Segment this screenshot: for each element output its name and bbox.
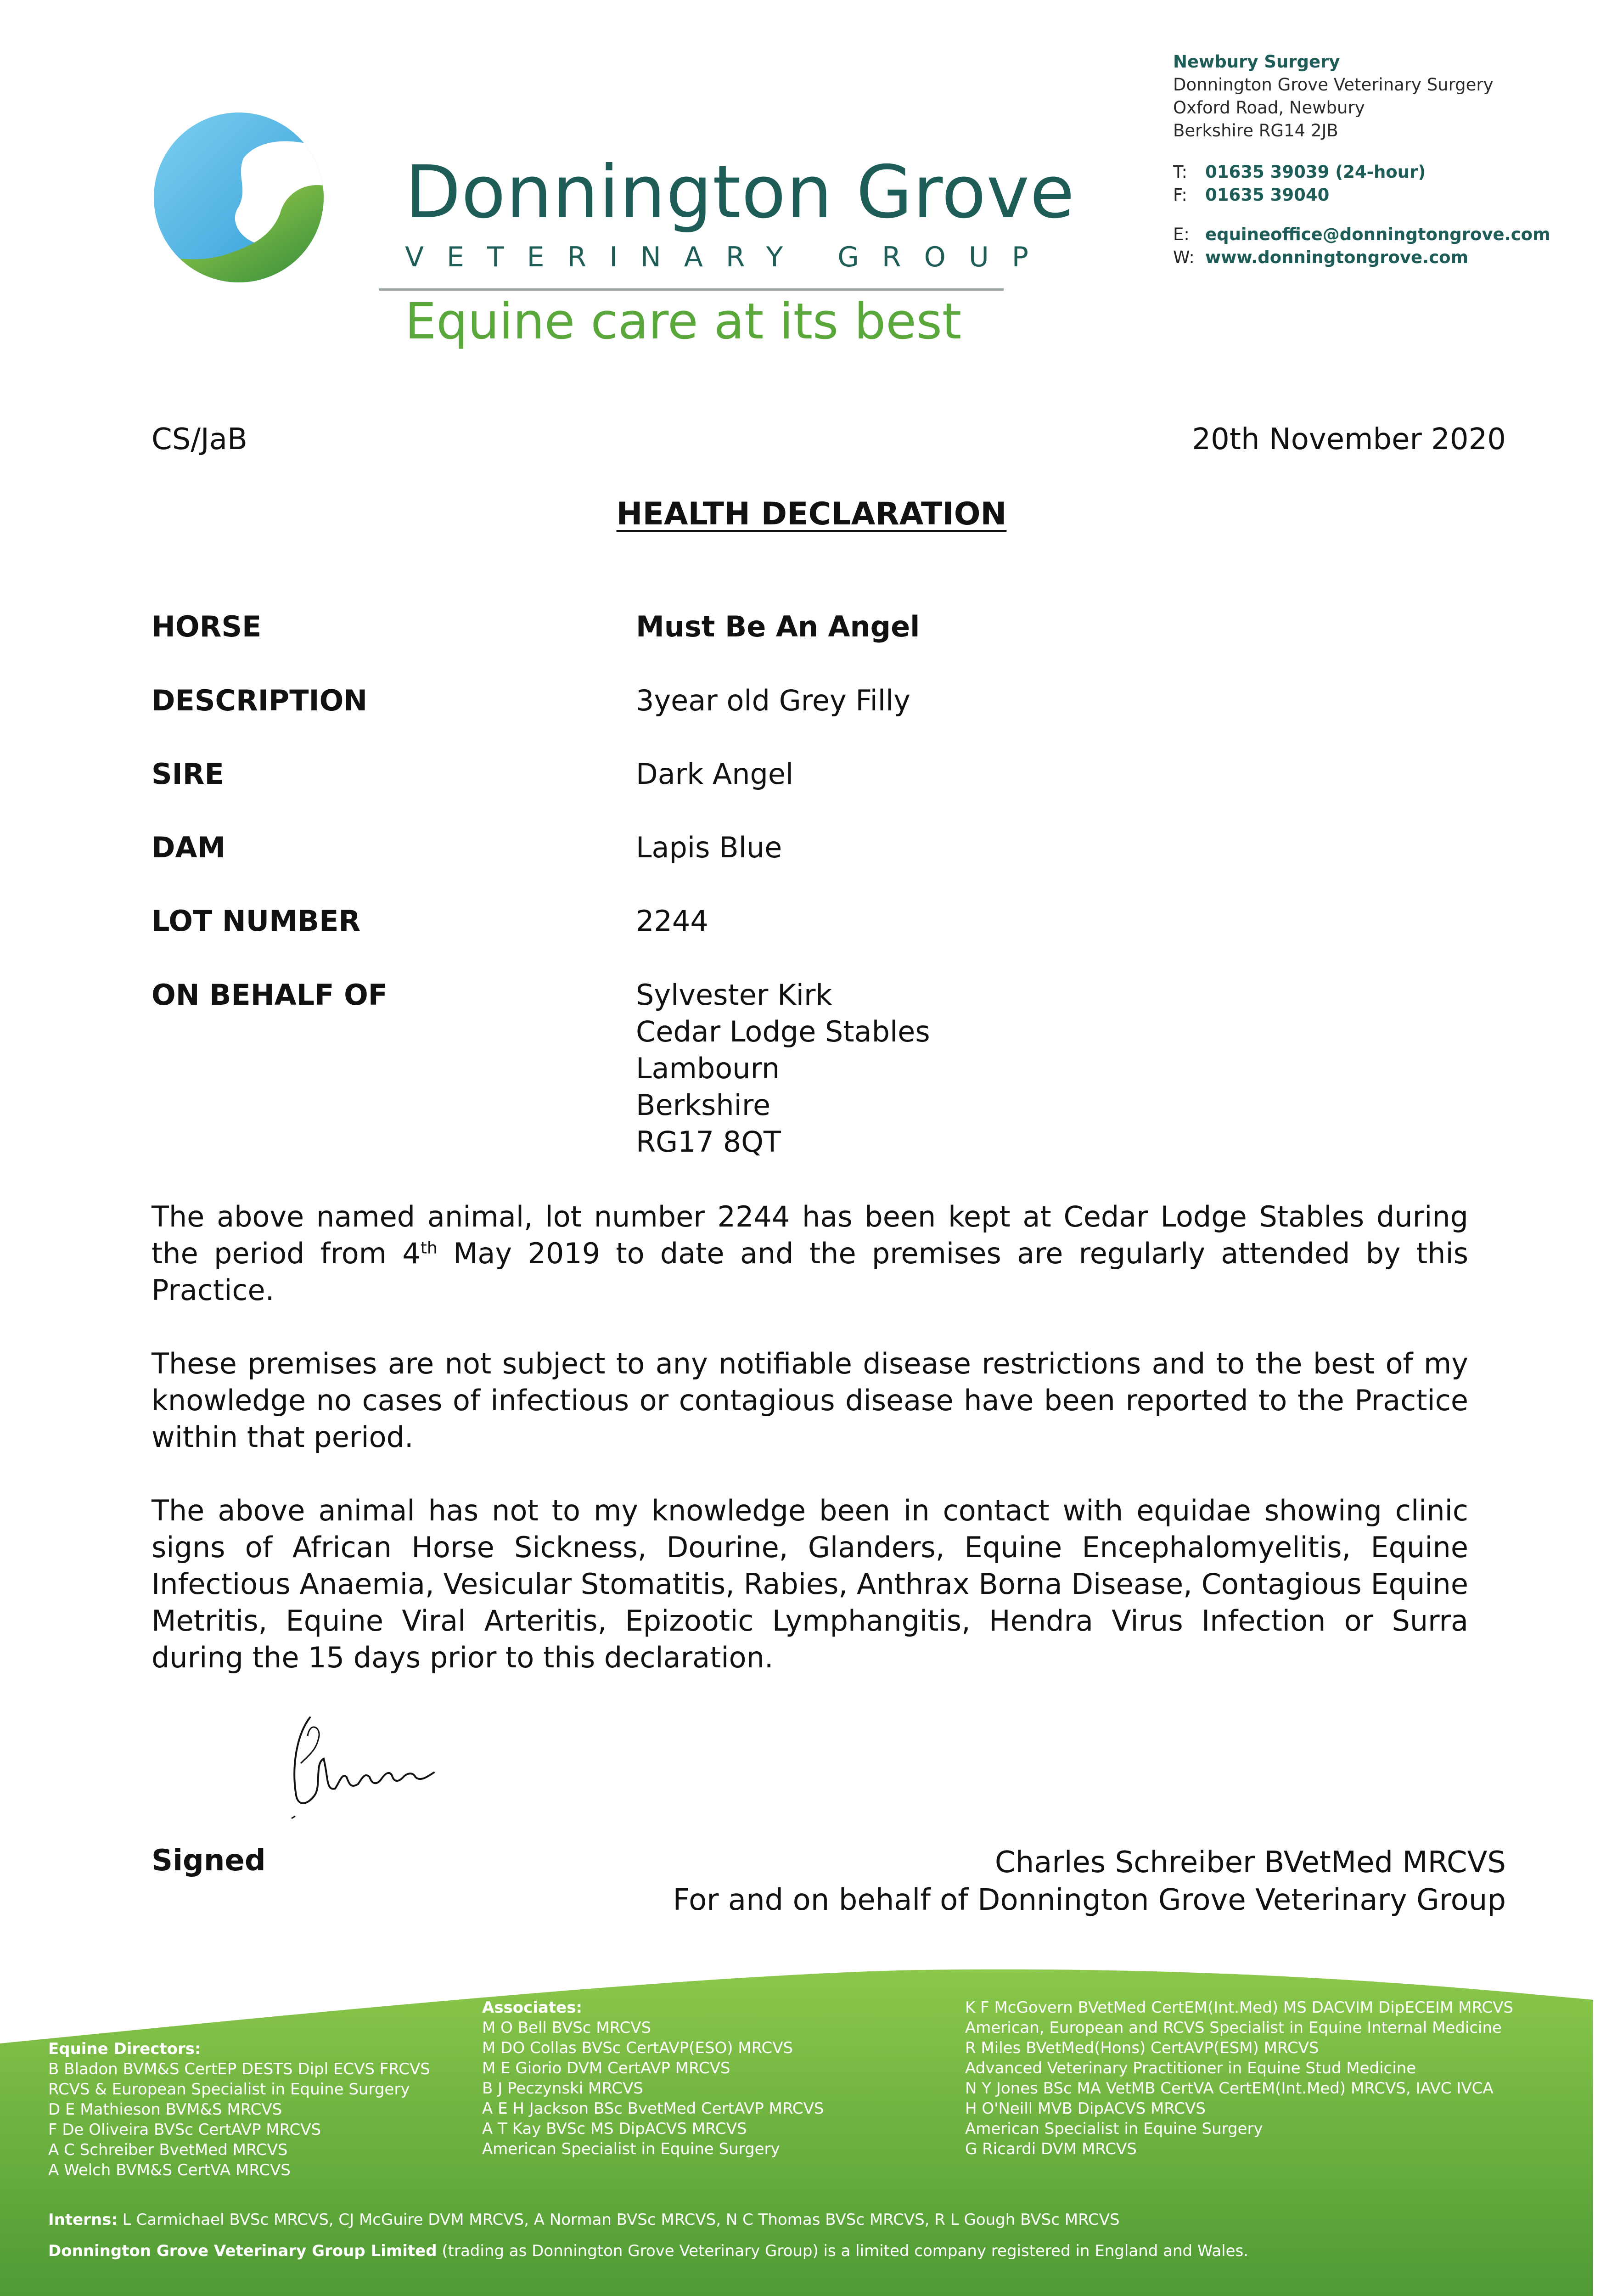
on-behalf-of-address — [636, 977, 930, 1160]
interns-line — [48, 2210, 1120, 2230]
handwritten-signature — [282, 1708, 448, 1828]
donnington-grove-logo-icon — [152, 108, 326, 287]
associate-line: A T Kay BVSc MS DipACVS MRCVS — [482, 2120, 747, 2138]
paragraph-disease-restrictions: These premises are not subject to any notifiable disease restrictions and to the best of my knowledge no cases of infectious or contagious disease have been reported to the Practice within that period. — [152, 1347, 1468, 1454]
owner-line: Berkshire — [636, 1088, 771, 1122]
description-label: DESCRIPTION — [152, 684, 368, 717]
company-registration-line — [48, 2241, 1248, 2261]
letter-date: 20th November 2020 — [1192, 422, 1506, 456]
brand-tagline: Equine care at its best — [405, 293, 962, 350]
associate-line: American, European and RCVS Specialist in Equine Internal Medicine — [965, 2019, 1502, 2037]
dam-label: DAM — [152, 831, 226, 864]
associate-line: M O Bell BVSc MRCVS — [482, 2019, 651, 2037]
owner-line: RG17 8QT — [636, 1125, 781, 1159]
director-line: B Bladon BVM&S CertEP DESTS Dipl ECVS FRCVS — [48, 2060, 430, 2078]
fax-value: 01635 39040 — [1205, 185, 1330, 205]
surgery-name: Newbury Surgery — [1173, 52, 1340, 72]
associate-line: R Miles BVetMed(Hons) CertAVP(ESM) MRCVS — [965, 2039, 1319, 2057]
lot-number-label: LOT NUMBER — [152, 904, 361, 938]
fax-label: F: — [1173, 185, 1187, 205]
brand-subtitle: VETERINARY GROUP — [405, 241, 1051, 273]
sire-value: Dark Angel — [636, 757, 794, 791]
signer-name: Charles Schreiber BVetMed MRCVS — [994, 1846, 1506, 1880]
lot-number-value: 2244 — [636, 904, 708, 938]
brand-divider — [379, 288, 1004, 291]
associate-line: American Specialist in Equine Surgery — [482, 2140, 780, 2158]
associate-line: G Ricardi DVM MRCVS — [965, 2140, 1137, 2158]
associate-line: M DO Collas BVSc CertAVP(ESO) MRCVS — [482, 2039, 793, 2057]
company-name: Donnington Grove Veterinary Group Limited — [48, 2242, 437, 2260]
dam-value: Lapis Blue — [636, 831, 782, 864]
letter-reference: CS/JaB — [152, 422, 247, 456]
owner-line: Lambourn — [636, 1052, 780, 1085]
associate-line: M E Giorio DVM CertAVP MRCVS — [482, 2059, 730, 2077]
interns-names: L Carmichael BVSc MRCVS, CJ McGuire DVM MRCVS, A Norman BVSc MRCVS, N C Thomas BVSc MRCVS, R L Gough BVSc MRCVS — [122, 2211, 1120, 2229]
associate-line: H O'Neill MVB DipACVS MRCVS — [965, 2099, 1206, 2118]
interns-label: Interns: — [48, 2211, 118, 2229]
paragraph-premises: The above named animal, lot number 2244 has been kept at Cedar Lodge Stables during the period from 4th May 2019 to date and the premises are regularly attended by this Practice. — [152, 1200, 1469, 1307]
associate-line: American Specialist in Equine Surgery — [965, 2120, 1263, 2138]
director-line: A Welch BVM&S CertVA MRCVS — [48, 2161, 291, 2179]
ordinal-suffix: th — [420, 1238, 438, 1258]
directors-heading: Equine Directors: — [48, 2040, 201, 2058]
address-line: Berkshire RG14 2JB — [1173, 121, 1338, 141]
associates-list-2 — [965, 1998, 1513, 2159]
owner-line: Cedar Lodge Stables — [636, 1015, 930, 1048]
associate-line: B J Peczynski MRCVS — [482, 2079, 643, 2098]
sire-label: SIRE — [152, 757, 224, 791]
director-line: F De Oliveira BVSc CertAVP MRCVS — [48, 2121, 321, 2139]
brand-name: Donnington Grove — [405, 150, 1075, 235]
signed-label: Signed — [152, 1844, 266, 1878]
address-line: Donnington Grove Veterinary Surgery — [1173, 75, 1494, 95]
associate-line: K F McGovern BVetMed CertEM(Int.Med) MS DACVIM DipECEIM MRCVS — [965, 1998, 1513, 2017]
director-line: D E Mathieson BVM&S MRCVS — [48, 2100, 282, 2119]
associates-list — [482, 1998, 824, 2159]
document-title — [0, 496, 1623, 532]
email-label: E: — [1173, 225, 1190, 244]
equine-directors-list — [48, 2039, 430, 2180]
document-title-text: HEALTH DECLARATION — [616, 496, 1007, 532]
web-label: W: — [1173, 248, 1195, 267]
description-value: 3year old Grey Filly — [636, 684, 910, 717]
email-link[interactable]: equineoffice@donningtongrove.com — [1205, 225, 1550, 244]
horse-value: Must Be An Angel — [636, 610, 920, 643]
horse-label: HORSE — [152, 610, 262, 643]
signer-organisation: For and on behalf of Donnington Grove Veterinary Group — [673, 1883, 1506, 1917]
owner-line: Sylvester Kirk — [636, 978, 832, 1012]
tel-label: T: — [1173, 162, 1188, 182]
website-link[interactable]: www.donningtongrove.com — [1205, 248, 1469, 267]
associates-heading: Associates: — [482, 1998, 583, 2017]
address-line: Oxford Road, Newbury — [1173, 98, 1365, 118]
director-line: RCVS & European Specialist in Equine Surgery — [48, 2080, 410, 2099]
associate-line: A E H Jackson BSc BvetMed CertAVP MRCVS — [482, 2099, 824, 2118]
surgery-address — [1173, 51, 1494, 142]
signatory-block — [673, 1844, 1506, 1919]
paragraph-contact-declaration: The above animal has not to my knowledge been in contact with equidae showing clinic signs of African Horse Sickness, Dourine, Glanders, Equine Encephalomyelitis, Equine Infectious Anaemia, Vesicular Stomatitis, Rabies, Anthrax Borna Disease, Contagious Equine Metritis, Equine Viral Arteritis, Epizootic Lymphangitis, Hendra Virus Infection or Surra during the 15 days prior to this declaration. — [152, 1494, 1468, 1674]
contact-block — [1173, 161, 1550, 269]
company-registration-text: (trading as Donnington Grove Veterinary Group) is a limited company registered in England and Wales. — [437, 2242, 1249, 2260]
director-line: A C Schreiber BvetMed MRCVS — [48, 2141, 288, 2159]
on-behalf-of-label: ON BEHALF OF — [152, 978, 388, 1012]
associate-line: Advanced Veterinary Practitioner in Equine Stud Medicine — [965, 2059, 1416, 2077]
tel-value: 01635 39039 (24-hour) — [1205, 162, 1426, 182]
associate-line: N Y Jones BSc MA VetMB CertVA CertEM(Int.Med) MRCVS, IAVC IVCA — [965, 2079, 1494, 2098]
